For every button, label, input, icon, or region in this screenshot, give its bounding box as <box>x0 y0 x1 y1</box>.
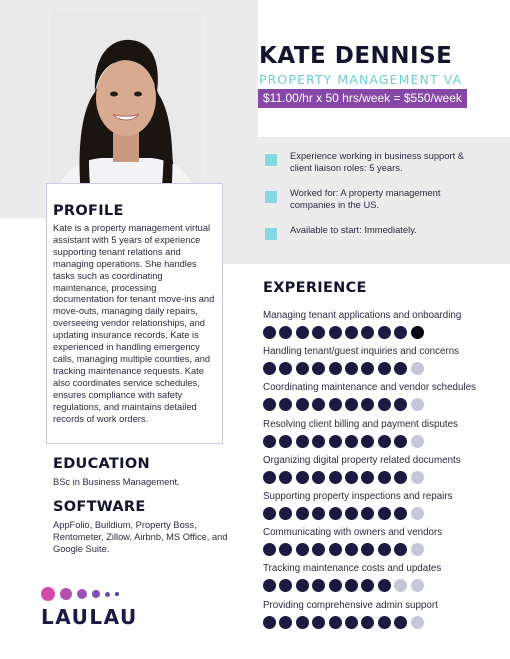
experience-label: Supporting property inspections and repairs <box>263 491 453 502</box>
rating-dot-filled <box>378 435 391 448</box>
rating-dot-filled <box>312 435 325 448</box>
rating-dot-filled <box>329 579 342 592</box>
fact-text: Worked for: A property management companies in the US. <box>290 187 441 210</box>
rating-dot-filled <box>263 362 276 375</box>
candidate-name: KATE DENNISE <box>259 43 453 69</box>
rating-dot-filled <box>263 435 276 448</box>
rating-dot-filled <box>361 471 374 484</box>
rate-badge: $11.00/hr x 50 hrs/week = $550/week <box>258 89 467 108</box>
rating-dot-empty <box>411 471 424 484</box>
rating-dot-filled <box>279 579 292 592</box>
experience-item <box>263 418 503 448</box>
skill-rating <box>263 362 503 375</box>
rating-dot-filled <box>345 543 358 556</box>
skill-rating <box>263 507 503 520</box>
rating-dot-empty <box>411 362 424 375</box>
rating-dot-filled <box>279 471 292 484</box>
rating-dot-filled <box>345 398 358 411</box>
rating-dot-filled <box>263 543 276 556</box>
rating-dot-filled <box>361 616 374 629</box>
experience-label: Organizing digital property related documents <box>263 454 461 466</box>
rating-dot-filled <box>279 616 292 629</box>
rating-dot-filled <box>378 326 391 339</box>
rating-dot-filled <box>296 507 309 520</box>
rating-dot-filled <box>394 362 407 375</box>
rating-dot-filled <box>361 362 374 375</box>
skill-rating <box>263 616 503 629</box>
rating-dot-filled <box>345 326 358 339</box>
skill-rating <box>263 543 503 556</box>
profile-title: PROFILE <box>53 203 124 219</box>
experience-item <box>263 599 503 629</box>
rating-dot-filled <box>263 398 276 411</box>
rating-dot-filled <box>329 326 342 339</box>
rating-dot-filled <box>296 543 309 556</box>
portrait-photo <box>51 10 201 196</box>
rating-dot-filled <box>394 543 407 556</box>
experience-label: Communicating with owners and vendors <box>263 527 443 539</box>
experience-item <box>263 381 503 411</box>
rating-dot-filled <box>279 507 292 520</box>
experience-item <box>263 562 503 592</box>
skill-rating <box>263 326 503 339</box>
rating-dot-filled <box>378 579 391 592</box>
skill-rating <box>263 398 503 411</box>
square-bullet-icon <box>265 154 277 166</box>
rating-dot-filled <box>312 579 325 592</box>
rating-dot-filled <box>296 616 309 629</box>
rating-dot-filled <box>329 543 342 556</box>
rating-dot-empty <box>411 543 424 556</box>
rating-dot-filled <box>312 471 325 484</box>
rating-dot-filled <box>263 616 276 629</box>
rating-dot-filled <box>345 579 358 592</box>
fact-worked-for <box>265 187 485 210</box>
rating-dot-filled <box>345 435 358 448</box>
rating-dot-empty <box>411 507 424 520</box>
rating-dot-filled <box>279 435 292 448</box>
rating-dot-filled <box>361 326 374 339</box>
square-bullet-icon <box>265 228 277 240</box>
rating-dot-empty <box>411 398 424 411</box>
experience-label: Resolving client billing and payment disputes <box>263 418 458 430</box>
portrait-illustration <box>51 10 201 196</box>
skill-rating <box>263 471 503 484</box>
facts-list <box>265 150 485 250</box>
rating-dot-filled <box>394 435 407 448</box>
rating-dot-filled <box>378 471 391 484</box>
rating-dot-filled <box>312 398 325 411</box>
skill-rating <box>263 579 503 592</box>
rating-dot-filled <box>263 507 276 520</box>
rating-dot-filled <box>394 398 407 411</box>
logo-dot-icon <box>41 587 55 601</box>
rating-dot-filled <box>296 326 309 339</box>
experience-label: Managing tenant applications and onboarding <box>263 310 462 321</box>
rating-dot-filled <box>263 326 276 339</box>
rating-dot-filled <box>312 616 325 629</box>
fact-experience <box>265 150 485 173</box>
fact-text: Experience working in business support & client liaison roles: 5 years. <box>290 150 465 173</box>
rating-dot-empty <box>411 579 424 592</box>
candidate-role: PROPERTY MANAGEMENT VA <box>259 72 463 87</box>
rating-dot-filled <box>345 616 358 629</box>
rating-dot-filled <box>378 398 391 411</box>
experience-title: EXPERIENCE <box>263 280 367 296</box>
rating-dot-filled <box>378 362 391 375</box>
rating-dot-filled <box>312 543 325 556</box>
rating-dot-filled <box>329 507 342 520</box>
rating-dot-filled <box>279 362 292 375</box>
experience-label: Handling tenant/guest inquiries and concerns <box>263 346 460 358</box>
experience-item <box>263 309 503 339</box>
rating-dot-filled <box>296 471 309 484</box>
rating-dot-filled <box>361 579 374 592</box>
experience-label: Tracking maintenance costs and updates <box>263 563 442 575</box>
rating-dot-empty <box>411 435 424 448</box>
rating-dot-filled <box>312 507 325 520</box>
rating-dot-filled <box>296 435 309 448</box>
rating-dot-filled <box>312 362 325 375</box>
company-logo: LAULAU <box>41 605 138 629</box>
rating-dot-filled <box>329 435 342 448</box>
experience-item <box>263 345 503 375</box>
rating-dot-filled <box>361 543 374 556</box>
experience-item <box>263 490 503 520</box>
rating-dot-filled <box>361 398 374 411</box>
logo-dots <box>41 587 119 601</box>
rating-dot-filled <box>296 362 309 375</box>
rating-dot-filled <box>263 471 276 484</box>
logo-dot-icon <box>115 592 119 596</box>
logo-dot-icon <box>60 588 72 600</box>
rating-dot-filled <box>394 507 407 520</box>
experience-label: Coordinating maintenance and vendor schedules <box>263 382 476 394</box>
logo-dot-icon <box>105 592 110 597</box>
rating-dot-filled <box>279 543 292 556</box>
rating-dot-filled <box>312 326 325 339</box>
rating-dot-filled <box>329 362 342 375</box>
rating-dot-empty <box>411 616 424 629</box>
education-title: EDUCATION <box>53 456 150 472</box>
experience-item <box>263 454 503 484</box>
education-text: BSc in Business Management. <box>53 477 180 487</box>
rating-dot-empty <box>394 579 407 592</box>
rating-dot-filled <box>345 362 358 375</box>
rating-dot-filled <box>329 398 342 411</box>
square-bullet-icon <box>265 191 277 203</box>
rating-dot-filled <box>329 616 342 629</box>
logo-dot-icon <box>92 590 100 598</box>
rating-dot-filled <box>296 579 309 592</box>
logo-dot-icon <box>77 589 87 599</box>
rating-dot-filled <box>378 507 391 520</box>
rating-dot-filled <box>361 435 374 448</box>
rating-dot-filled <box>394 616 407 629</box>
profile-text: Kate is a property management virtual assistant with 5 years of experience supporting tenant relations and managing operations. She handles tasks such as coordinating maintenance, processing documentation for tenant move-ins and move-outs, managing daily repairs, overseeing vendor relationships, and updating insurance records. Kate is experienced in handling emergency calls, managing multiple counties, and tracking maintenance requests. Kate also coordinates service schedules, ensures compliance with safety regulations, and maintains detailed records of work orders. <box>53 223 215 424</box>
rating-dot-filled <box>345 507 358 520</box>
software-text: AppFolio, Buildium, Property Boss, Rentometer, Zillow, Airbnb, MS Office, and Google Suite. <box>53 520 228 554</box>
experience-label: Providing comprehensive admin support <box>263 599 438 611</box>
rating-dot-filled <box>279 398 292 411</box>
rating-dot-filled <box>279 326 292 339</box>
rating-dot-filled <box>394 326 407 339</box>
rating-dot-filled <box>411 326 424 339</box>
software-title: SOFTWARE <box>53 499 146 515</box>
fact-text: Available to start: Immediately. <box>290 224 417 235</box>
rating-dot-filled <box>378 543 391 556</box>
rating-dot-filled <box>394 471 407 484</box>
rating-dot-filled <box>345 471 358 484</box>
rating-dot-filled <box>329 471 342 484</box>
experience-item <box>263 526 503 556</box>
fact-availability <box>265 224 485 236</box>
skill-rating <box>263 435 503 448</box>
rating-dot-filled <box>296 398 309 411</box>
rating-dot-filled <box>378 616 391 629</box>
rating-dot-filled <box>263 579 276 592</box>
rating-dot-filled <box>361 507 374 520</box>
